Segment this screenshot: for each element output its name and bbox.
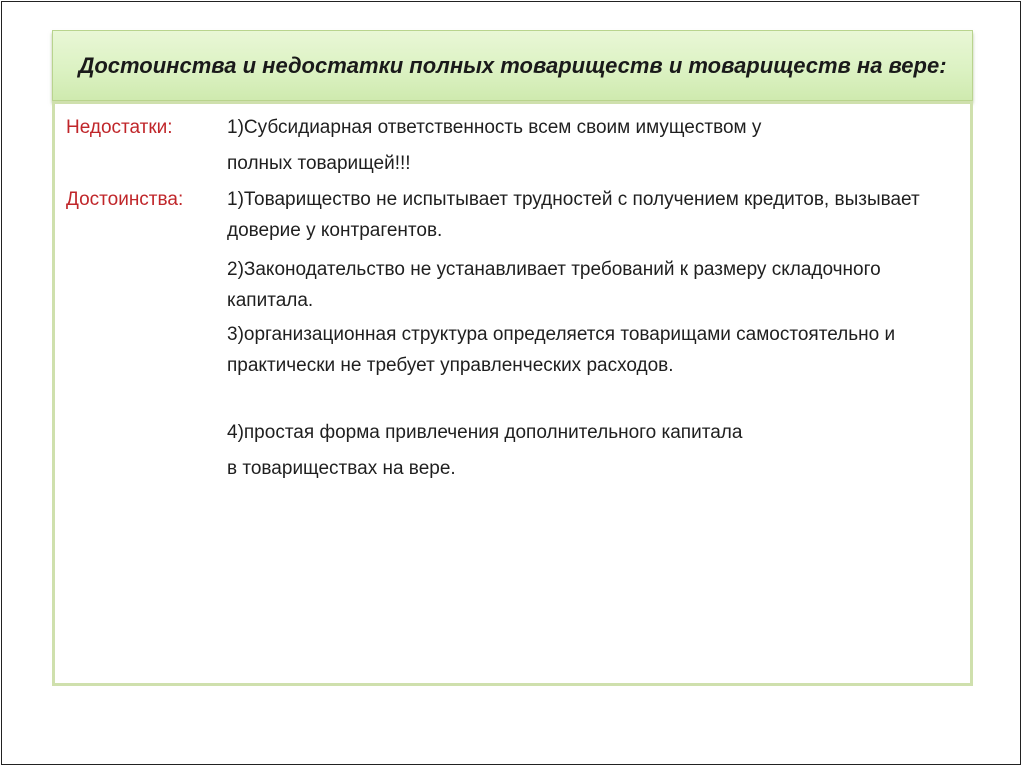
advantage-item-1: 1)Товарищество не испытывает трудностей с получением кредитов, вызывает доверие у контрагентов. (227, 189, 920, 241)
advantage-item-4: 4)простая форма привлечения дополнительного капитала (227, 422, 743, 443)
content-box (52, 101, 973, 686)
slide-title: Достоинства и недостатки полных товариществ и товариществ на вере: (78, 53, 947, 78)
slide-title-box (52, 30, 973, 101)
disadvantage-item-1-cont: полных товарищей!!! (227, 153, 411, 174)
advantage-item-3: 3)организационная структура определяется товарищами самостоятельно и практически не требует управленческих расходов. (227, 324, 896, 376)
disadvantages-label: Недостатки: (66, 117, 173, 138)
advantage-item-2: 2)Законодательство не устанавливает требований к размеру складочного капитала. (227, 259, 881, 311)
disadvantage-item-1: 1)Субсидиарная ответственность всем своим имуществом у (227, 117, 762, 138)
advantage-item-4-cont: в товариществах на вере. (227, 458, 456, 479)
advantages-label: Достоинства: (66, 189, 184, 210)
